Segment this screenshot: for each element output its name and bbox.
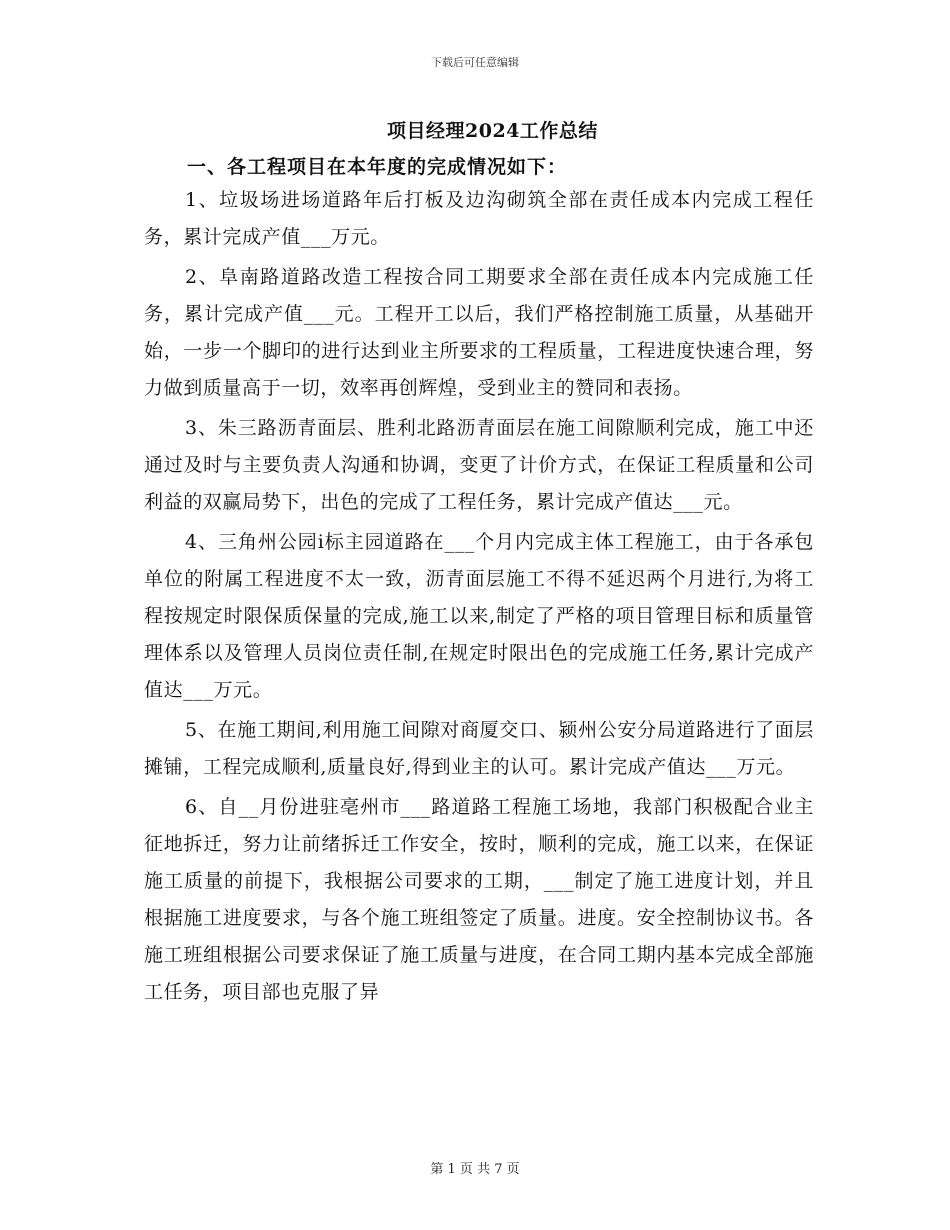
paragraph-6: 6、自__月份进驻亳州市___路道路工程施工场地，我部门积极配合业主征地拆迁，努力让前绪拆迁工作安全，按时，顺利的完成，施工以来，在保证施工质量的前提下，我根据公司要求的工期，___制定了施工进度计划，并且根据施工进度要求，与各个施工班组签定了质量。进度。安全控制协议书。各施工班组根据公司要求保证了施工质量与进度，在合同工期内基本完成全部施工任务，项目部也克服了异	[144, 796, 814, 1003]
paragraph-1: 1、垃圾场进场道路年后打板及边沟砌筑全部在责任成本内完成工程任务，累计完成产值___万元。	[144, 189, 814, 248]
page-footer: 第 1 页 共 7 页	[430, 1162, 520, 1177]
paragraph-4: 4、三角州公园ⅰ标主园道路在___个月内完成主体工程施工，由于各承包单位的附属工程进度不太一致，沥青面层施工不得不延迟两个月进行,为将工程按规定时限保质保量的完成,施工以来,制定了严格的项目管理目标和质量管理体系以及管理人员岗位责任制,在规定时限出色的完成施工任务,累计完成产值达___万元。	[144, 531, 814, 701]
section-heading: 一、各工程项目在本年度的完成情况如下：	[187, 156, 568, 178]
paragraph-3: 3、朱三路沥青面层、胜利北路沥青面层在施工间隙顺利完成，施工中还通过及时与主要负责人沟通和协调，变更了计价方式，在保证工程质量和公司利益的双赢局势下，出色的完成了工程任务，累计完成产值达___元。	[144, 417, 814, 513]
document-title: 项目经理2024工作总结	[387, 120, 598, 142]
paragraph-5: 5、在施工期间,利用施工间隙对商厦交口、颍州公安分局道路进行了面层摊铺，工程完成顺利,质量良好,得到业主的认可。累计完成产值达___万元。	[144, 719, 814, 778]
paragraph-2: 2、阜南路道路改造工程按合同工期要求全部在责任成本内完成施工任务，累计完成产值___元。工程开工以后，我们严格控制施工质量，从基础开始，一步一个脚印的进行达到业主所要求的工程质量，工程进度快速合理，努力做到质量高于一切，效率再创辉煌，受到业主的赞同和表扬。	[144, 266, 814, 399]
header-note: 下载后可任意编辑	[431, 56, 519, 69]
document-body	[144, 182, 814, 1014]
